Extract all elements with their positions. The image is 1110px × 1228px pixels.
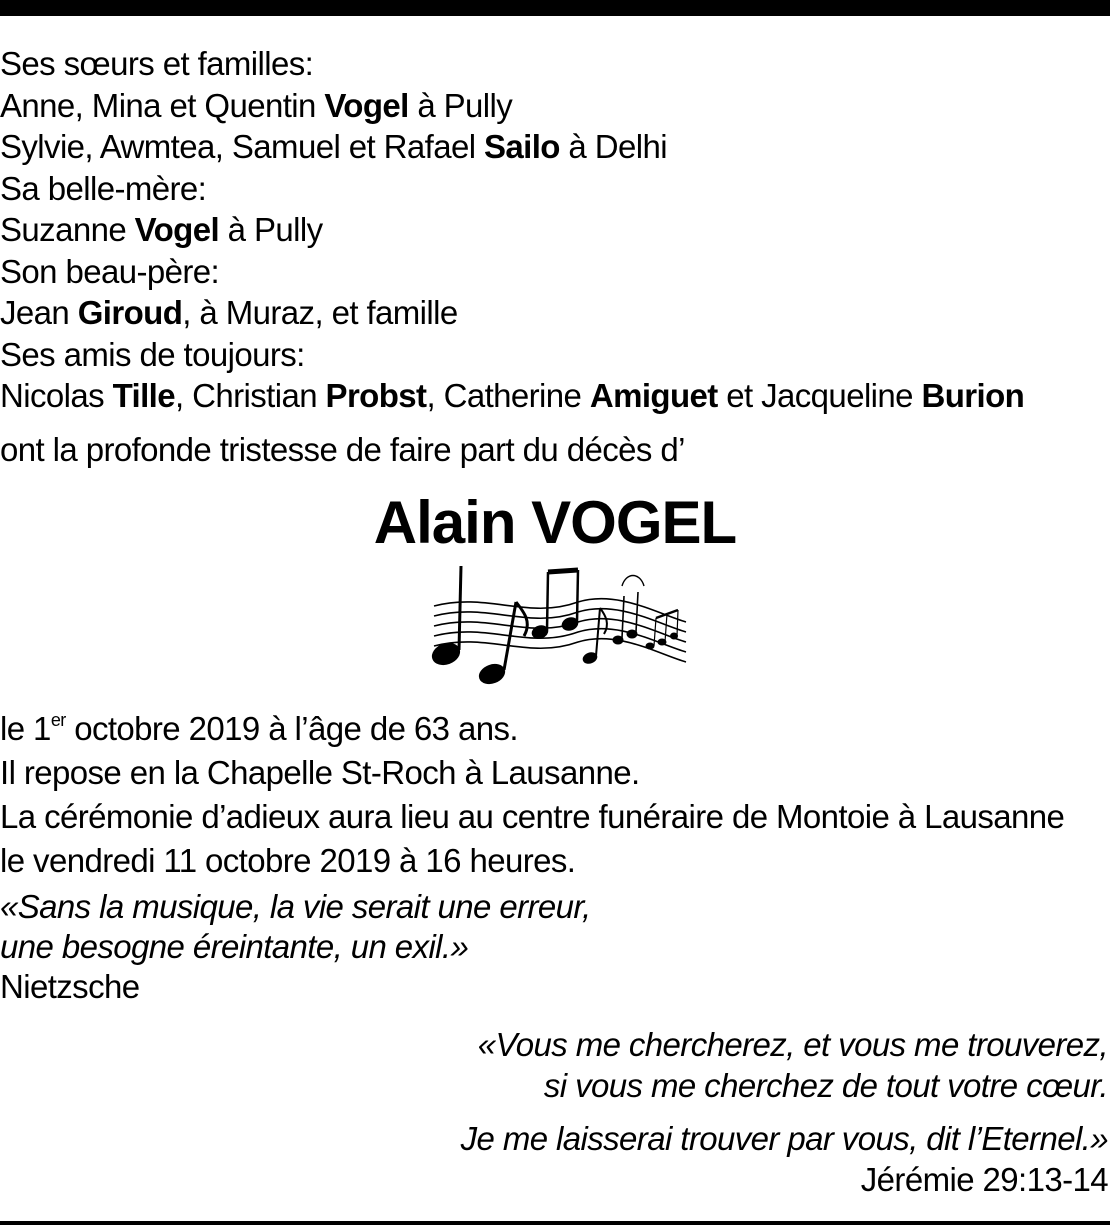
quote-line-1: «Sans la musique, la vie serait une erreur, xyxy=(0,888,591,925)
family-surname: Tille xyxy=(112,377,175,414)
family-line xyxy=(0,209,1110,251)
resting-place-line: Il repose en la Chapelle St-Roch à Lausanne. xyxy=(0,754,640,791)
ceremony-place-line: La cérémonie d’adieux aura lieu au centre funéraire de Montoie à Lausanne xyxy=(0,798,1065,835)
family-text: Anne, Mina et Quentin xyxy=(0,86,325,124)
family-surname: Burion xyxy=(921,377,1025,414)
bottom-rule xyxy=(0,1221,1110,1225)
verse-reference: Jérémie 29:13-14 xyxy=(860,1161,1108,1198)
deceased-name: Alain VOGEL xyxy=(373,489,737,556)
family-text: Sylvie, Awmtea, Samuel et Rafael xyxy=(0,128,484,165)
verse-line-2: si vous me cherchez de tout votre cœur. xyxy=(543,1067,1108,1104)
date-day: le 1 xyxy=(0,710,51,747)
music-notes-image xyxy=(428,562,690,688)
family-list xyxy=(0,43,1110,417)
death-date-line xyxy=(0,707,1110,751)
family-surname: Probst xyxy=(325,377,427,414)
family-surname: Amiguet xyxy=(589,377,718,414)
family-text: Ses sœurs et familles: xyxy=(0,45,314,82)
family-text: Suzanne xyxy=(0,211,135,248)
family-text: , Catherine xyxy=(426,377,590,414)
family-line xyxy=(0,292,1110,334)
family-line xyxy=(0,126,1110,168)
date-rest: octobre 2019 à l’âge de 63 ans. xyxy=(65,710,518,747)
family-line xyxy=(0,85,1110,127)
family-text: à Delhi xyxy=(559,128,667,165)
ceremony-date-line: le vendredi 11 octobre 2019 à 16 heures. xyxy=(0,842,576,879)
family-text: à Pully xyxy=(408,86,513,124)
music-staff xyxy=(434,599,686,662)
jeremiah-quote xyxy=(461,1024,1108,1200)
family-surname: Vogel xyxy=(324,86,409,124)
funeral-details xyxy=(0,707,1110,883)
family-surname: Sailo xyxy=(484,128,560,165)
family-surname: Vogel xyxy=(134,211,220,248)
announcement-intro: ont la profonde tristesse de faire part du décès d’ xyxy=(0,431,685,468)
family-line xyxy=(0,375,1110,417)
family-text: , Christian xyxy=(175,377,326,414)
nietzsche-quote xyxy=(0,887,591,1007)
top-rule xyxy=(0,0,1110,16)
verse-line-1: «Vous me chercherez, et vous me trouverez, xyxy=(477,1026,1108,1063)
quote-author: Nietzsche xyxy=(0,968,140,1005)
family-line xyxy=(0,168,1110,210)
family-text: Nicolas xyxy=(0,377,113,414)
family-text: Son beau-père: xyxy=(0,252,220,290)
family-text: à Pully xyxy=(219,211,323,248)
date-ordinal: er xyxy=(50,710,66,730)
family-text: , à Muraz, et famille xyxy=(182,294,458,331)
family-text: Ses amis de toujours: xyxy=(0,335,305,373)
family-text: et Jacqueline xyxy=(717,377,922,414)
family-text: Jean xyxy=(0,294,78,331)
verse-line-3: Je me laisserai trouver par vous, dit l’Eternel.» xyxy=(460,1120,1108,1157)
quote-line-2: une besogne éreintante, un exil.» xyxy=(0,928,469,965)
family-line xyxy=(0,251,1110,293)
family-surname: Giroud xyxy=(77,294,183,331)
family-text: Sa belle-mère: xyxy=(0,169,207,207)
family-line xyxy=(0,334,1110,376)
family-line xyxy=(0,43,1110,85)
